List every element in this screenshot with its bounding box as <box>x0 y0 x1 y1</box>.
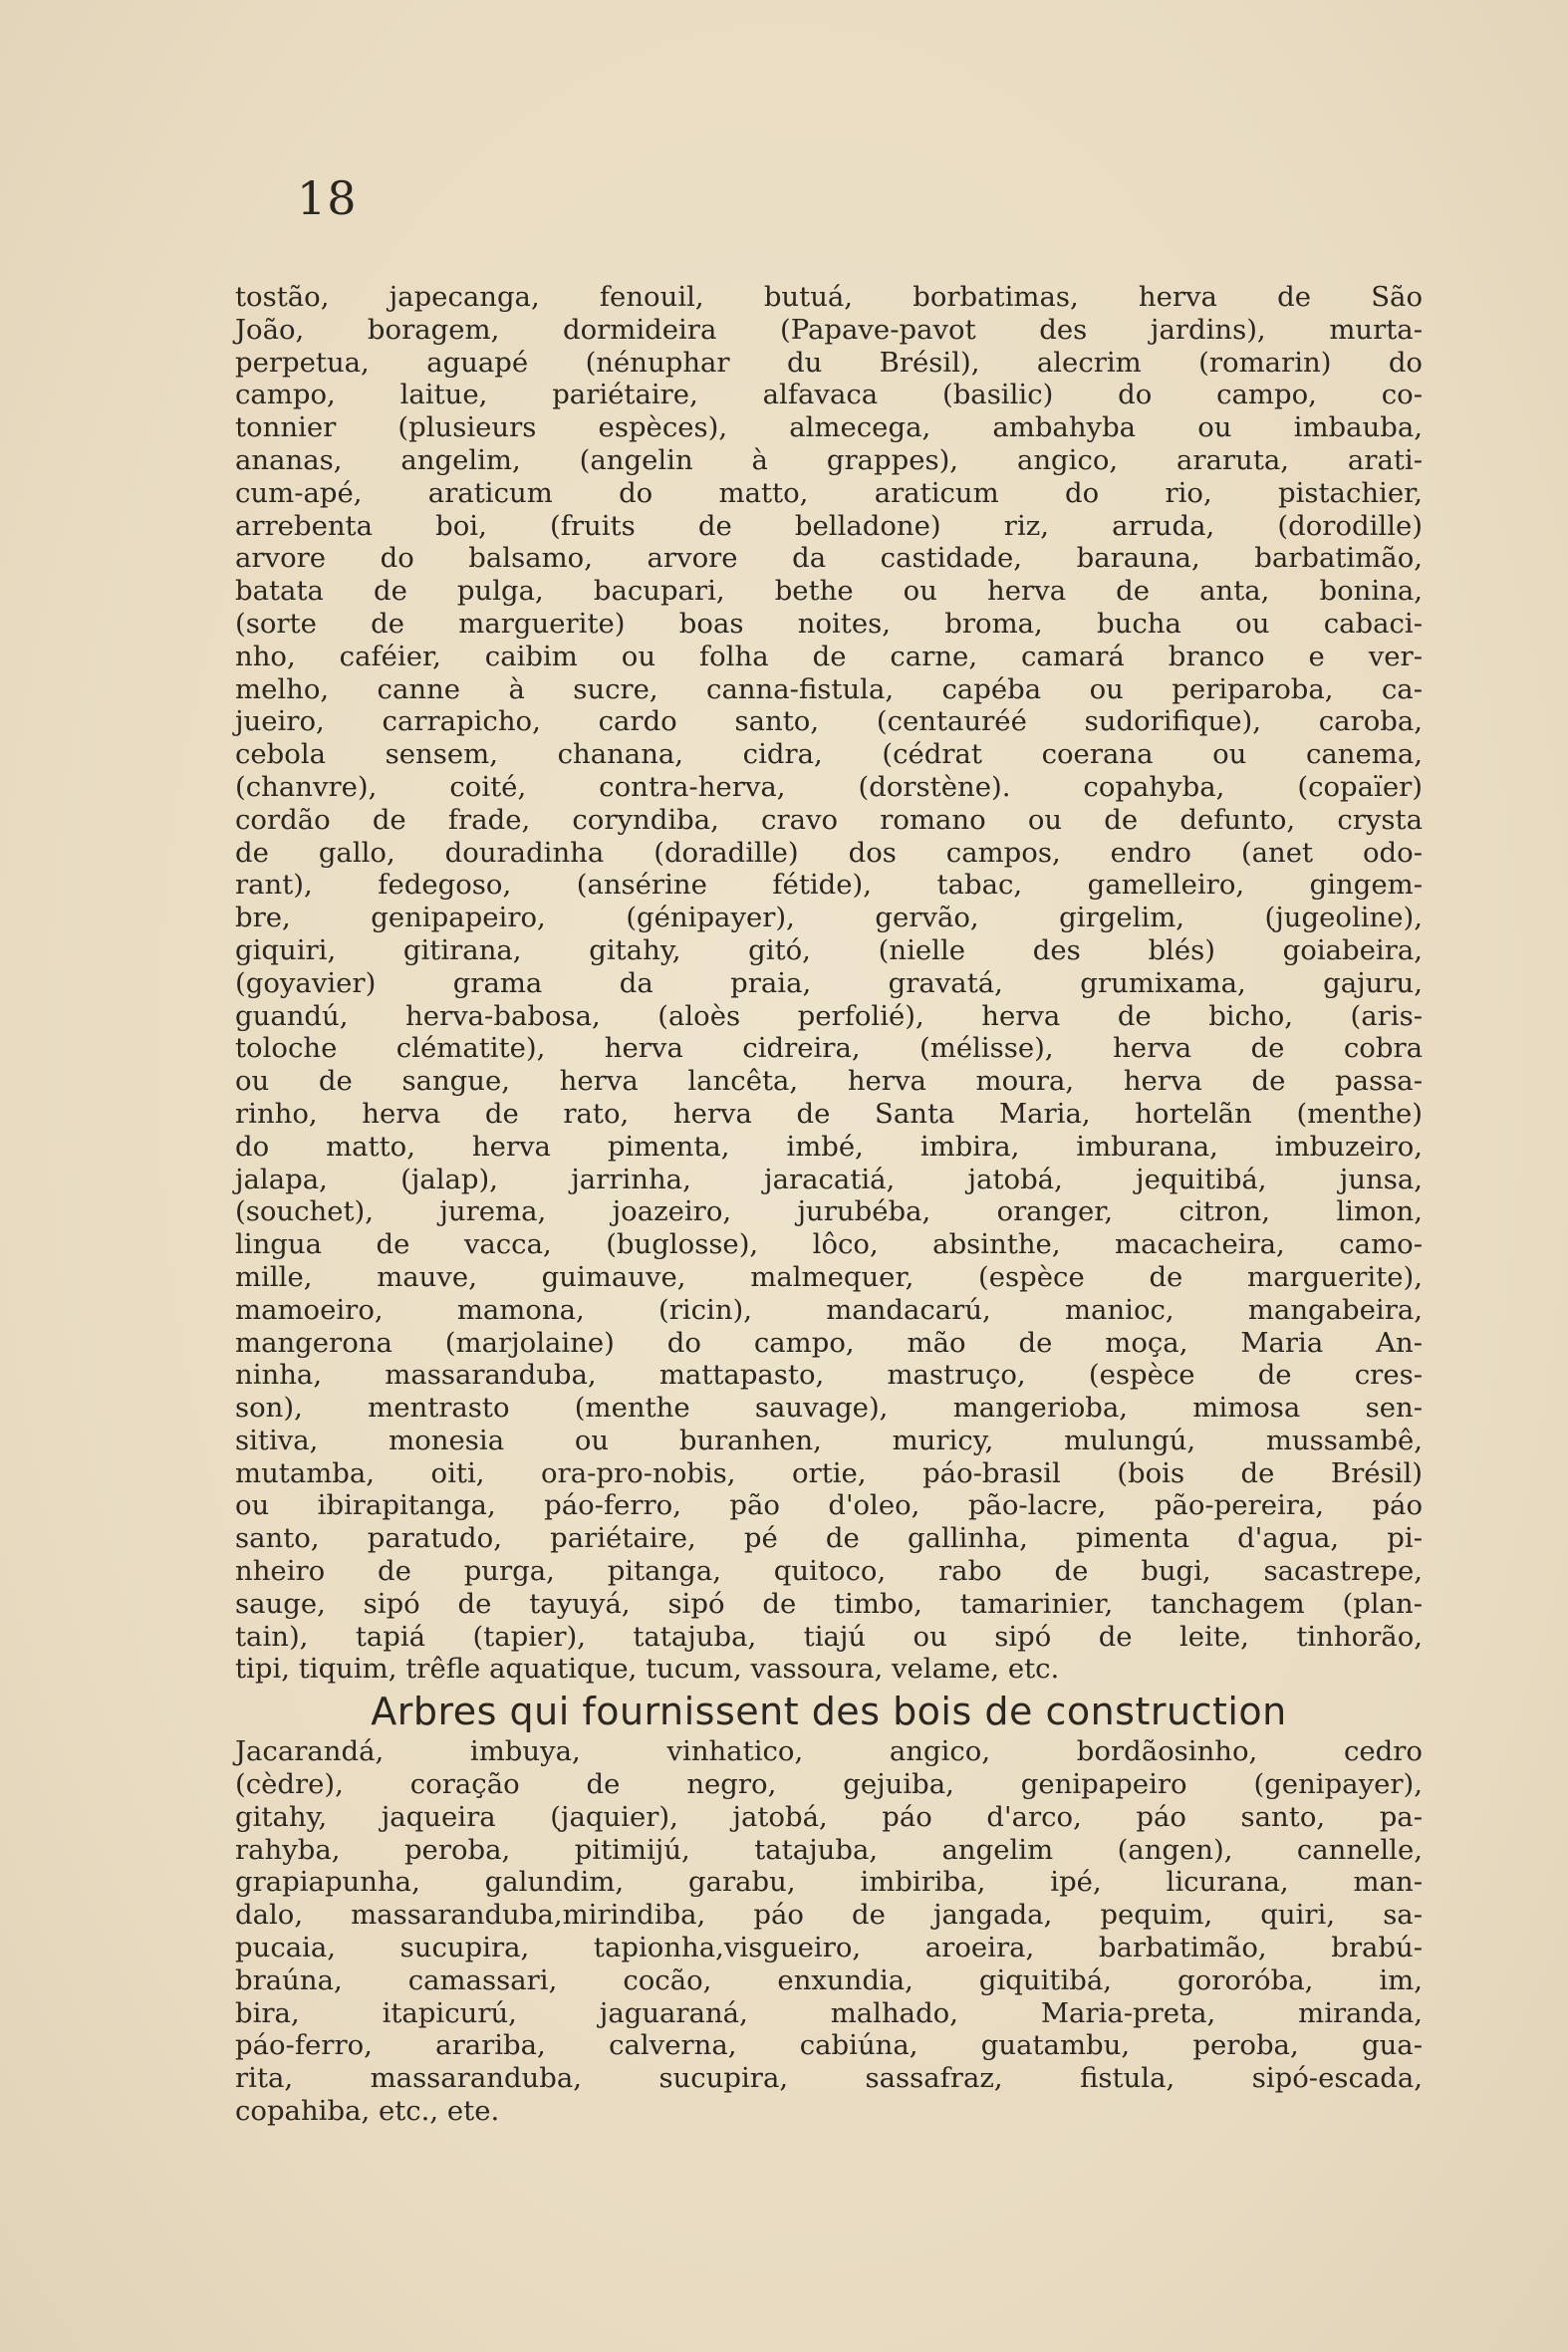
text-line: guandú, herva-babosa, (aloès perfolié), herva de bicho, (aris- <box>235 999 1423 1032</box>
text-line: Jacarandá, imbuya, vinhatico, angico, bordãosinho, cedro <box>235 1735 1423 1768</box>
text-line: rahyba, peroba, pitimijú, tatajuba, angelim (angen), cannelle, <box>235 1833 1423 1866</box>
text-line: mutamba, oiti, ora-pro-nobis, ortie, páo-brasil (bois de Brésil) <box>235 1456 1423 1489</box>
text-line: ananas, angelim, (angelin à grappes), angico, araruta, arati- <box>235 443 1423 476</box>
text-line: nho, caféier, caibim ou folha de carne, camará branco e ver- <box>235 640 1423 672</box>
text-line: arvore do balsamo, arvore da castidade, barauna, barbatimão, <box>235 542 1423 575</box>
text-line: bre, genipapeiro, (génipayer), gervão, girgelim, (jugeoline), <box>235 902 1423 934</box>
text-line: copahiba, etc., ete. <box>235 2095 500 2128</box>
text-line: son), mentrasto (menthe sauvage), mangerioba, mimosa sen- <box>235 1392 1423 1425</box>
text-line: santo, paratudo, pariétaire, pé de gallinha, pimenta d'agua, pi- <box>235 1522 1423 1555</box>
text-line: lingua de vacca, (buglosse), lôco, absinthe, macacheira, camo- <box>235 1228 1423 1261</box>
text-line: sauge, sipó de tayuyá, sipó de timbo, tamarinier, tanchagem (plan- <box>235 1587 1423 1620</box>
text-line: (sorte de marguerite) boas noites, broma, bucha ou cabaci- <box>235 607 1423 640</box>
text-line: (cèdre), coração de negro, gejuiba, genipapeiro (genipayer), <box>235 1768 1423 1801</box>
text-line: João, boragem, dormideira (Papave-pavot des jardins), murta- <box>235 313 1423 346</box>
text-line: de gallo, douradinha (doradille) dos campos, endro (anet odo- <box>235 836 1423 869</box>
text-line: tostão, japecanga, fenouil, butuá, borbatimas, herva de São <box>235 281 1423 313</box>
text-line: mangerona (marjolaine) do campo, mão de moça, Maria An- <box>235 1326 1423 1359</box>
text-line: cordão de frade, coryndiba, cravo romano ou de defunto, crysta <box>235 803 1423 836</box>
text-line: (souchet), jurema, joazeiro, jurubéba, oranger, citron, limon, <box>235 1195 1423 1228</box>
text-line: jalapa, (jalap), jarrinha, jaracatiá, jatobá, jequitibá, junsa, <box>235 1163 1423 1195</box>
plant-list-paragraph <box>235 281 1423 1686</box>
text-line: toloche clématite), herva cidreira, (mélisse), herva de cobra <box>235 1032 1423 1065</box>
text-line: bira, itapicurú, jaguaraná, malhado, Maria-preta, miranda, <box>235 1996 1423 2029</box>
text-line: jueiro, carrapicho, cardo santo, (centauréé sudorifique), caroba, <box>235 705 1423 738</box>
text-line: ou ibirapitanga, páo-ferro, pão d'oleo, pão-lacre, pão-pereira, páo <box>235 1489 1423 1522</box>
text-line: tonnier (plusieurs espèces), almecega, ambahyba ou imbauba, <box>235 411 1423 444</box>
text-line: arrebenta boi, (fruits de belladone) riz, arruda, (dorodille) <box>235 509 1423 542</box>
text-line: rant), fedegoso, (ansérine fétide), tabac, gamelleiro, gingem- <box>235 869 1423 902</box>
text-line: mamoeiro, mamona, (ricin), mandacarú, manioc, mangabeira, <box>235 1293 1423 1326</box>
text-line: campo, laitue, pariétaire, alfavaca (basilic) do campo, co- <box>235 379 1423 411</box>
text-line: sitiva, monesia ou buranhen, muricy, mulungú, mussambê, <box>235 1424 1423 1456</box>
text-line: (goyavier) grama da praia, gravatá, grumixama, gajuru, <box>235 966 1423 999</box>
text-line: tipi, tiquim, trêfle aquatique, tucum, vassoura, velame, etc. <box>235 1653 1060 1686</box>
text-line: mille, mauve, guimauve, malmequer, (espèce de marguerite), <box>235 1260 1423 1293</box>
text-block <box>235 281 1423 2128</box>
text-line: tain), tapiá (tapier), tatajuba, tiajú ou sipó de leite, tinhorão, <box>235 1620 1423 1653</box>
text-line: batata de pulga, bacupari, bethe ou herva de anta, bonina, <box>235 575 1423 608</box>
text-line: braúna, camassari, cocão, enxundia, giquitibá, gororóba, im, <box>235 1963 1423 1996</box>
text-line: perpetua, aguapé (nénuphar du Brésil), alecrim (romarin) do <box>235 346 1423 379</box>
text-line: rinho, herva de rato, herva de Santa Maria, hortelãn (menthe) <box>235 1097 1423 1130</box>
text-line: gitahy, jaqueira (jaquier), jatobá, páo d'arco, páo santo, pa- <box>235 1800 1423 1833</box>
text-line: nheiro de purga, pitanga, quitoco, rabo de bugi, sacastrepe, <box>235 1555 1423 1588</box>
text-line: ninha, massaranduba, mattapasto, mastruço, (espèce de cres- <box>235 1359 1423 1392</box>
text-line: giquiri, gitirana, gitahy, gitó, (nielle des blés) goiabeira, <box>235 933 1423 966</box>
text-line: rita, massaranduba, sucupira, sassafraz, fistula, sipó-escada, <box>235 2062 1423 2095</box>
timber-trees-paragraph <box>235 1735 1423 2128</box>
text-line: cebola sensem, chanana, cidra, (cédrat coerana ou canema, <box>235 738 1423 771</box>
text-line: dalo, massaranduba,mirindiba, páo de jangada, pequim, quiri, sa- <box>235 1899 1423 1932</box>
text-line: do matto, herva pimenta, imbé, imbira, imburana, imbuzeiro, <box>235 1130 1423 1163</box>
text-line: páo-ferro, arariba, calverna, cabiúna, guatambu, peroba, gua- <box>235 2029 1423 2062</box>
text-line: melho, canne à sucre, canna-fistula, capéba ou periparoba, ca- <box>235 672 1423 705</box>
text-line: ou de sangue, herva lancêta, herva moura, herva de passa- <box>235 1065 1423 1098</box>
text-line: grapiapunha, galundim, garabu, imbiriba, ipé, licurana, man- <box>235 1866 1423 1899</box>
section-heading: Arbres qui fournissent des bois de construction <box>371 1690 1287 1734</box>
text-line: cum-apé, araticum do matto, araticum do rio, pistachier, <box>235 476 1423 509</box>
text-line: (chanvre), coité, contra-herva, (dorstène). copahyba, (copaïer) <box>235 770 1423 803</box>
text-line: pucaia, sucupira, tapionha,visgueiro, aroeira, barbatimão, brabú- <box>235 1932 1423 1964</box>
page-number: 18 <box>297 171 358 225</box>
